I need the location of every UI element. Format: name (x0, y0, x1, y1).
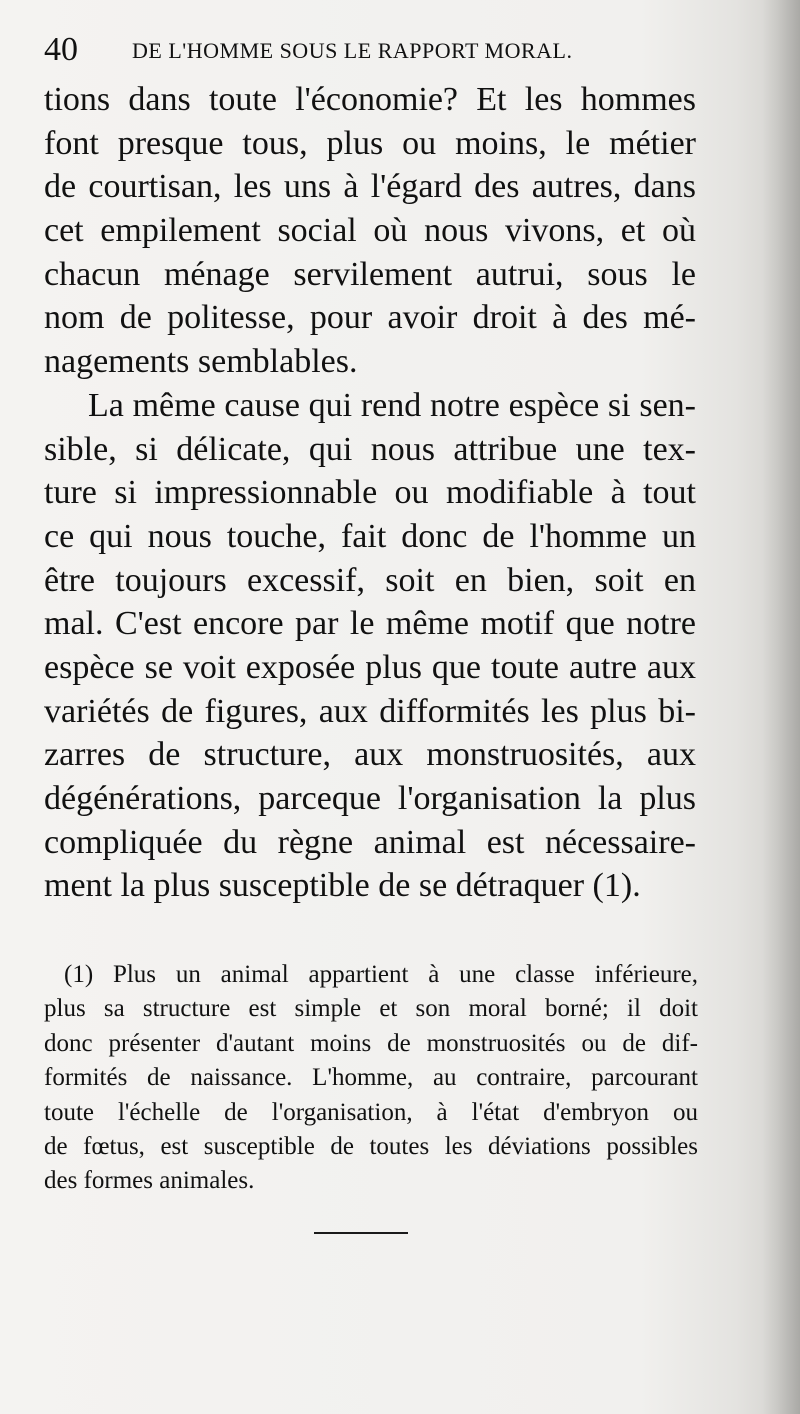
text-line: ment la plus susceptible de se détraquer (1). (44, 867, 641, 905)
footnote-line: donc présenter d'autant moins de monstruosités ou de dif- (44, 1029, 698, 1057)
text-line: compliquée du règne animal est nécessaire- (44, 823, 696, 861)
footnote-line: plus sa structure est simple et son moral borné; il doit (44, 995, 698, 1023)
footnote-line: de fœtus, est susceptible de toutes les déviations possibles (44, 1132, 698, 1160)
text-line: cet empilement social où nous vivons, et où (44, 212, 696, 250)
text-line: chacun ménage servilement autrui, sous le (44, 255, 696, 293)
footnote-line: formités de naissance. L'homme, au contraire, parcourant (44, 1064, 698, 1092)
text-line: de courtisan, les uns à l'égard des autres, dans (44, 168, 696, 206)
text-line: font presque tous, plus ou moins, le métier (44, 124, 696, 162)
page-gutter-shadow (762, 0, 800, 1414)
footnote (44, 958, 698, 1199)
text-line: ce qui nous touche, fait donc de l'homme un (44, 517, 696, 555)
text-line: sible, si délicate, qui nous attribue une tex- (44, 430, 696, 468)
end-rule (314, 1232, 408, 1234)
text-line: La même cause qui rend notre espèce si sen- (88, 386, 696, 424)
text-line: mal. C'est encore par le même motif que notre (44, 605, 696, 643)
text-line: tions dans toute l'économie? Et les hommes (44, 81, 696, 118)
footnote-line: toute l'échelle de l'organisation, à l'état d'embryon ou (44, 1098, 698, 1126)
running-head: DE L'HOMME SOUS LE RAPPORT MORAL. (132, 38, 573, 63)
footnote-line: (1) Plus un animal appartient à une classe inférieure, (64, 961, 698, 988)
text-line: espèce se voit exposée plus que toute autre aux (44, 648, 696, 686)
text-line: nom de politesse, pour avoir droit à des mé- (44, 299, 696, 337)
page-number: 40 (44, 31, 78, 68)
text-line: zarres de structure, aux monstruosités, aux (44, 736, 696, 774)
main-text (44, 78, 696, 908)
text-line: variétés de figures, aux difformités les plus bi- (44, 692, 696, 730)
page-header (44, 30, 744, 70)
text-line: être toujours excessif, soit en bien, soit en (44, 561, 696, 599)
footnote-line: des formes animales. (44, 1167, 255, 1195)
text-line: nagements semblables. (44, 343, 358, 381)
text-line: dégénérations, parceque l'organisation la plus (44, 780, 696, 817)
text-line: ture si impressionnable ou modifiable à tout (44, 474, 696, 512)
